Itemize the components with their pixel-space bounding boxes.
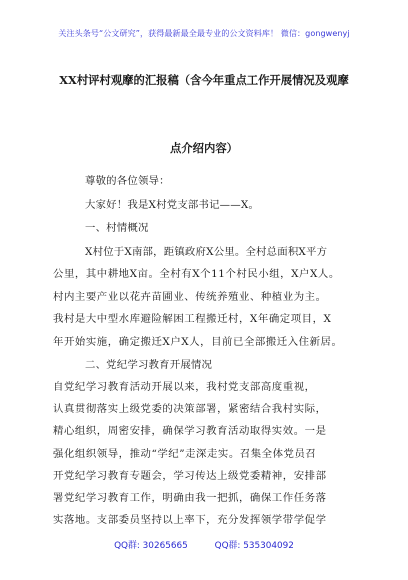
header-note: 关注头条号“公文研究”，获得最新最全最专业的公文资料库！ 微信：gongwenyj [58,28,350,38]
paragraph-line: 我村是大中型水库避险解困工程搬迁村，X年确定项目，X [53,313,332,325]
paragraph-line: 署党纪学习教育工作，明确由我一把抓，确保工作任务落 [53,492,327,504]
paragraph-line: 实落地。支部委员坚持以上率下，充分发挥领学带学促学 [53,514,327,526]
footer [0,538,408,551]
footer-qq-group-1: QQ群: 30265665 [114,541,188,551]
paragraph-line: 年开始实施，确定搬迁X户X人，目前已全部搬迁入住新居。 [53,336,343,348]
paragraph-line: 认真贯彻落实上级党委的决策部署，紧密结合我村实际， [53,403,327,415]
paragraph-line: 自党纪学习教育活动开展以来，我村党支部高度重视， [53,381,316,393]
section-2-heading: 二、党纪学习教育开展情况 [85,359,213,371]
paragraph-line: 公里，其中耕地X亩。全村有X个11个村民小组，X户X人。 [53,268,340,280]
footer-qq-group-2: QQ群: 535304092 [214,541,294,551]
document-title-line-2: 点介绍内容） [170,141,238,155]
paragraph-line: 强化组织领导，推动“学纪”走深走实。召集全体党员召 [53,448,317,460]
paragraph-line: 精心组织，周密安排，确保学习教育活动取得实效。一是 [53,425,327,437]
document-title-line-1: XX村评村观摩的汇报稿（含今年重点工作开展情况及观摩 [59,73,349,87]
section-1-heading: 一、村情概况 [85,222,149,234]
salutation: 尊敬的各位领导： [85,175,170,187]
paragraph-line: 开党纪学习教育专题会，学习传达上级党委精神，安排部 [53,470,327,482]
paragraph-line: 村内主要产业以花卉苗圃业、传统养殖业、种植业为主。 [53,291,327,303]
greeting: 大家好！我是X村党支部书记——X。 [85,199,260,211]
paragraph-line: X村位于X南部，距镇政府X公里。全村总面积X平方 [85,246,328,258]
